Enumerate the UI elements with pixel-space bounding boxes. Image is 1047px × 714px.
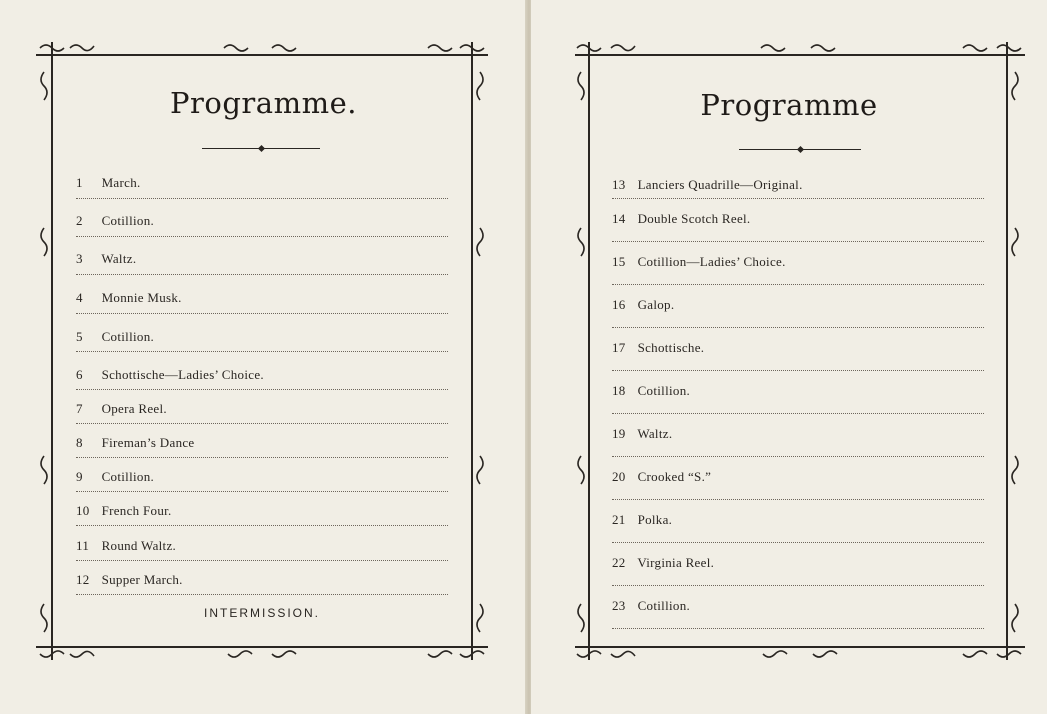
- title-rule: [739, 149, 861, 150]
- dance-name: Cotillion.: [101, 329, 155, 344]
- list-item: [76, 390, 448, 424]
- dance-name: Fireman’s Dance: [101, 435, 195, 450]
- dance-number: 12: [76, 572, 90, 587]
- dance-name: Schottische—Ladies’ Choice.: [101, 367, 264, 382]
- dance-number: 2: [76, 213, 83, 228]
- list-item: [612, 500, 984, 543]
- dance-number: 18: [612, 383, 626, 398]
- dance-name: Supper March.: [101, 572, 183, 587]
- list-item: [612, 199, 984, 242]
- dance-number: 4: [76, 290, 83, 305]
- list-item: [76, 352, 448, 390]
- dance-number: 15: [612, 254, 626, 269]
- dance-list-left: [76, 165, 448, 595]
- dance-number: 3: [76, 251, 83, 266]
- dance-name: Schottische.: [637, 340, 705, 355]
- dance-name: Cotillion.: [637, 383, 691, 398]
- dance-name: Crooked “S.”: [637, 469, 712, 484]
- dance-number: 19: [612, 426, 626, 441]
- list-item: [612, 457, 984, 500]
- dance-number: 10: [76, 503, 90, 518]
- dance-number: 22: [612, 555, 626, 570]
- dance-number: 5: [76, 329, 83, 344]
- dance-name: Lanciers Quadrille—Original.: [637, 177, 803, 192]
- intermission-label: INTERMISSION.: [203, 606, 320, 620]
- list-item: [76, 237, 448, 275]
- dance-name: Monnie Musk.: [101, 290, 182, 305]
- dance-name: Cotillion.: [101, 469, 155, 484]
- title-rule: [202, 148, 320, 149]
- list-item: [612, 414, 984, 457]
- dance-name: Cotillion.: [637, 598, 691, 613]
- dance-name: Waltz.: [637, 426, 673, 441]
- dance-name: March.: [101, 175, 141, 190]
- list-item: [76, 199, 448, 237]
- page-title: Programme.: [170, 86, 357, 120]
- list-item: [76, 424, 448, 458]
- list-item: [612, 285, 984, 328]
- dance-number: 17: [612, 340, 626, 355]
- list-item: [76, 561, 448, 595]
- dance-number: 8: [76, 435, 83, 450]
- list-item: [76, 275, 448, 314]
- dance-number: 14: [612, 211, 626, 226]
- list-item: [612, 242, 984, 285]
- list-item: [76, 165, 448, 199]
- dance-number: 13: [612, 177, 626, 192]
- dance-name: Double Scotch Reel.: [637, 211, 751, 226]
- dance-name: Round Waltz.: [101, 538, 177, 553]
- list-item: [76, 314, 448, 352]
- dance-number: 21: [612, 512, 626, 527]
- dance-number: 11: [76, 538, 90, 553]
- list-item: [76, 526, 448, 561]
- list-item: [76, 458, 448, 492]
- dance-number: 16: [612, 297, 626, 312]
- dance-number: 1: [76, 175, 83, 190]
- list-item: [612, 586, 984, 629]
- dance-name: Virginia Reel.: [637, 555, 715, 570]
- dance-number: 23: [612, 598, 626, 613]
- dance-name: Polka.: [637, 512, 673, 527]
- dance-name: Cotillion.: [101, 213, 155, 228]
- dance-name: French Four.: [101, 503, 172, 518]
- list-item: [612, 165, 984, 199]
- dance-name: Opera Reel.: [101, 401, 167, 416]
- dance-number: 9: [76, 469, 83, 484]
- list-item: [76, 492, 448, 526]
- dance-number: 20: [612, 469, 626, 484]
- dance-name: Cotillion—Ladies’ Choice.: [637, 254, 786, 269]
- dance-list-right: [612, 165, 984, 629]
- list-item: [612, 543, 984, 586]
- dance-number: 7: [76, 401, 83, 416]
- dance-name: Galop.: [637, 297, 675, 312]
- right-page: [531, 0, 1047, 714]
- dance-name: Waltz.: [101, 251, 137, 266]
- dance-number: 6: [76, 367, 83, 382]
- list-item: [612, 328, 984, 371]
- page-title: Programme: [700, 88, 878, 122]
- list-item: [612, 371, 984, 414]
